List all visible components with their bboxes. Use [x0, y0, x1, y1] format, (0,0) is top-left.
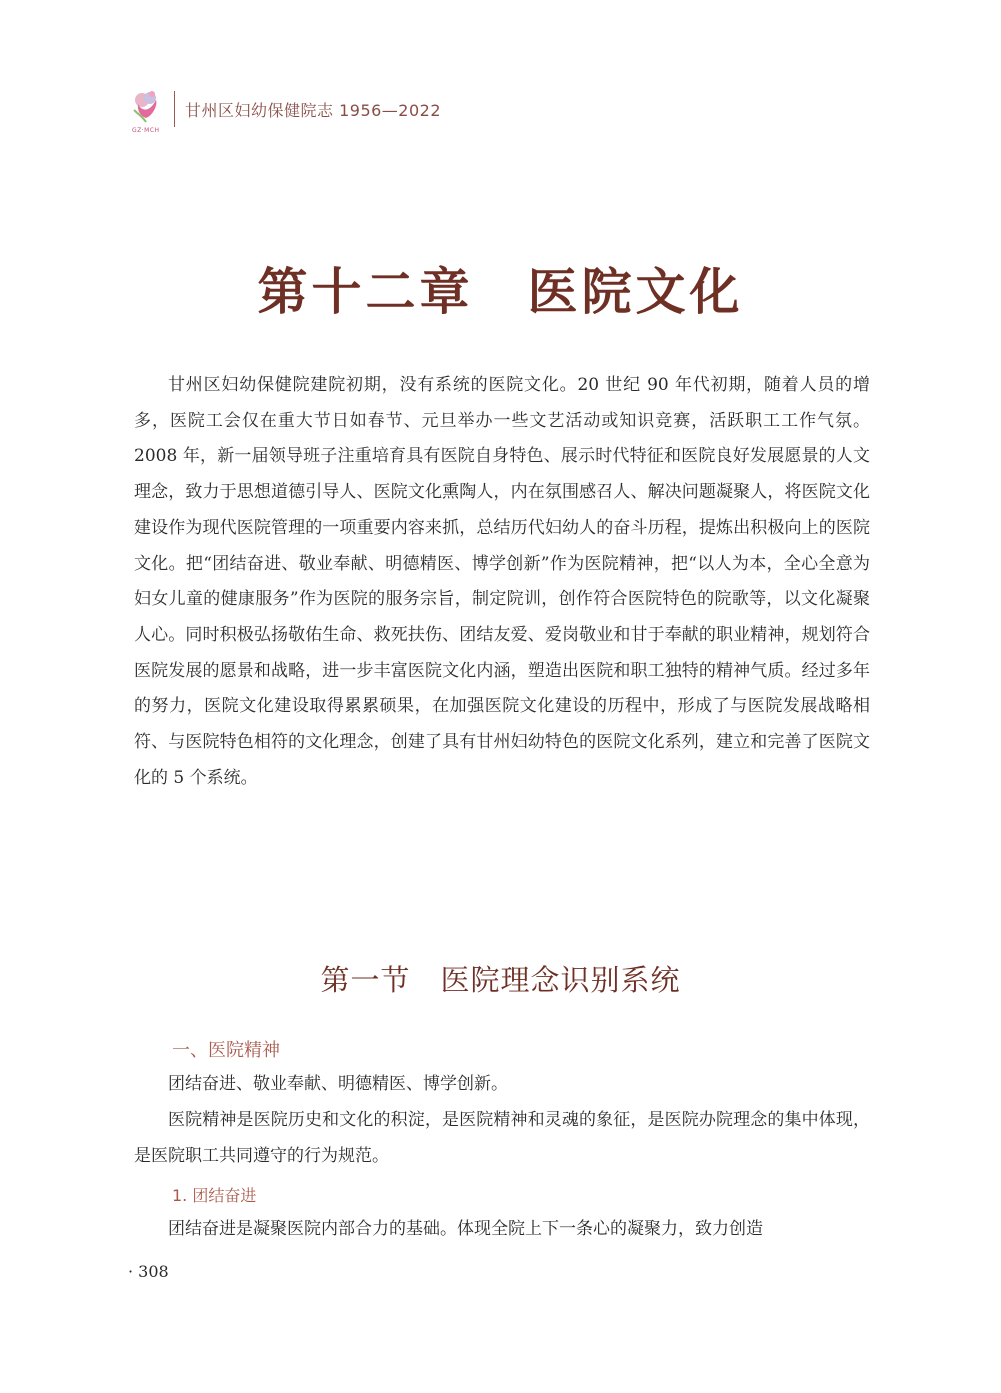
header-divider — [174, 91, 175, 127]
logo-caption: GZ·MCH — [132, 127, 160, 134]
spirit-description-paragraph: 医院精神是医院历史和文化的积淀，是医院精神和灵魂的象征，是医院办院理念的集中体现，是医院职工共同遵守的行为规范。 — [134, 1110, 870, 1166]
page-header — [128, 86, 441, 132]
chapter-title: 第十二章 医院文化 — [257, 262, 744, 321]
intro-paragraph: 甘州区妇幼保健院建院初期，没有系统的医院文化。20 世纪 90 年代初期，随着人员的增多，医院工会仅在重大节日如春节、元旦举办一些文艺活动或知识竞赛，活跃职工工作气氛。2008 年，新一届领导班子注重培育具有医院自身特色、展示时代特征和医院良好发展愿景的人文理念，致力于思想道德引导人、医院文化熏陶人，内在氛围感召人、解决问题凝聚人，将医院文化建设作为现代医院管理的一项重要内容来抓，总结历代妇幼人的奋斗历程，提炼出积极向上的医院文化。把“团结奋进、敬业奉献、明德精医、博学创新”作为医院精神，把“以人为本，全心全意为妇女儿童的健康服务”作为医院的服务宗旨，制定院训，创作符合医院特色的院歌等，以文化凝聚人心。同时积极弘扬敬佑生命、救死扶伤、团结友爱、爱岗敬业和甘于奉献的职业精神，规划符合医院发展的愿景和战略，进一步丰富医院文化内涵，塑造出医院和职工独特的精神气质。经过多年的努力，医院文化建设取得累累硕果，在加强医院文化建设的历程中，形成了与医院发展战略相符、与医院特色相符的文化理念，创建了具有甘州妇幼特色的医院文化系列，建立和完善了医院文化的 5 个系统。 — [134, 375, 870, 788]
page-number: · 308 — [128, 1262, 169, 1281]
subheading-hospital-spirit: 一、医院精神 — [172, 1040, 280, 1061]
hospital-logo — [128, 86, 166, 132]
header-title: 甘州区妇幼保健院志 1956—2022 — [185, 100, 442, 120]
unity-paragraph: 团结奋进是凝聚医院内部合力的基础。体现全院上下一条心的凝聚力，致力创造 — [168, 1219, 763, 1239]
subheading-unity: 1. 团结奋进 — [172, 1186, 257, 1205]
section-title: 第一节 医院理念识别系统 — [320, 963, 681, 997]
spirit-motto-paragraph: 团结奋进、敬业奉献、明德精医、博学创新。 — [168, 1074, 508, 1094]
